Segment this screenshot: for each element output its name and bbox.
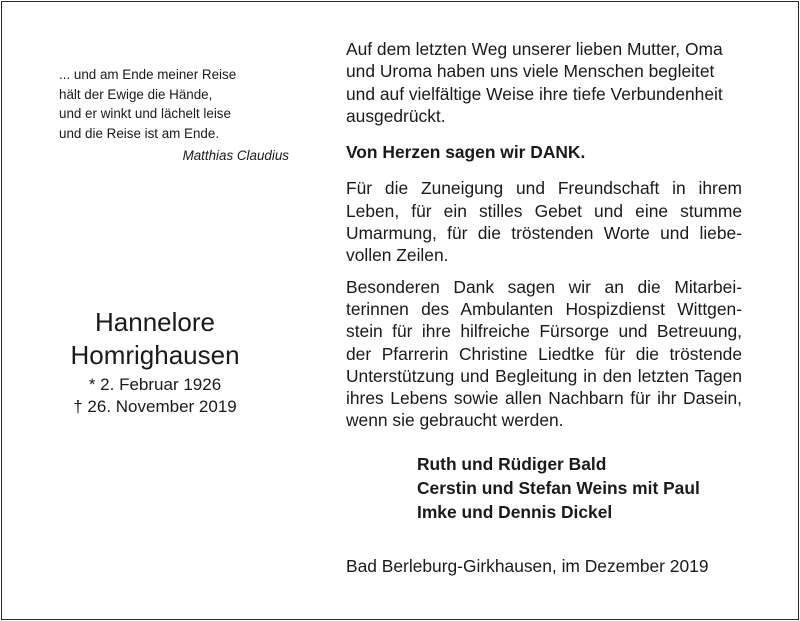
quote-line: hält der Ewige die Hände, xyxy=(59,86,213,102)
thank-you-text xyxy=(346,38,742,432)
signature-line: Cerstin und Stefan Weins mit Paul xyxy=(417,478,700,498)
quote-line: und die Reise ist am Ende. xyxy=(59,125,220,141)
birth-date: * 2. Februar 1926 xyxy=(88,375,222,394)
poem-quote xyxy=(59,65,299,166)
signature-line: Ruth und Rüdiger Bald xyxy=(417,454,607,474)
thanks-heading: Von Herzen sagen wir DANK. xyxy=(346,142,586,163)
signatures xyxy=(417,452,700,524)
gratitude-paragraph: Für die Zuneigung und Freundschaft in ihrem Leben, für ein stilles Gebet und eine stumme Umarmung, für die tröstenden Worte und liebevollen Zeilen. xyxy=(346,178,742,266)
signature-line: Imke und Dennis Dickel xyxy=(417,502,613,522)
intro-paragraph: Auf dem letzten Weg unserer lieben Mutter, Oma und Uroma haben uns viele Menschen begleitet und auf vielfältige Weise ihre tiefe Verbundenheit ausgedrückt. xyxy=(346,39,723,126)
deceased-block xyxy=(40,306,270,418)
deceased-last-name: Homrighausen xyxy=(70,340,240,370)
special-thanks-paragraph: Besonderen Dank sagen wir an die Mitarbeiterinnen des Ambulanten Hospizdienst Wittgenstein für ihre hilfreiche Fürsorge und Betreuung, der Pfarrerin Christine Liedtke für die tröstende Unterstützung und Begleitung in den letzten Tagen ihres Lebens sowie allen Nachbarn für ihr Dasein, wenn sie gebraucht werden. xyxy=(346,276,742,431)
quote-line: und er winkt und lächelt leise xyxy=(59,106,231,121)
place-date: Bad Berleburg-Girkhausen, im Dezember 2019 xyxy=(346,556,709,576)
quote-author: Matthias Claudius xyxy=(182,148,289,163)
death-date: † 26. November 2019 xyxy=(73,397,237,416)
quote-line: ... und am Ende meiner Reise xyxy=(59,67,237,82)
deceased-first-name: Hannelore xyxy=(95,307,215,337)
